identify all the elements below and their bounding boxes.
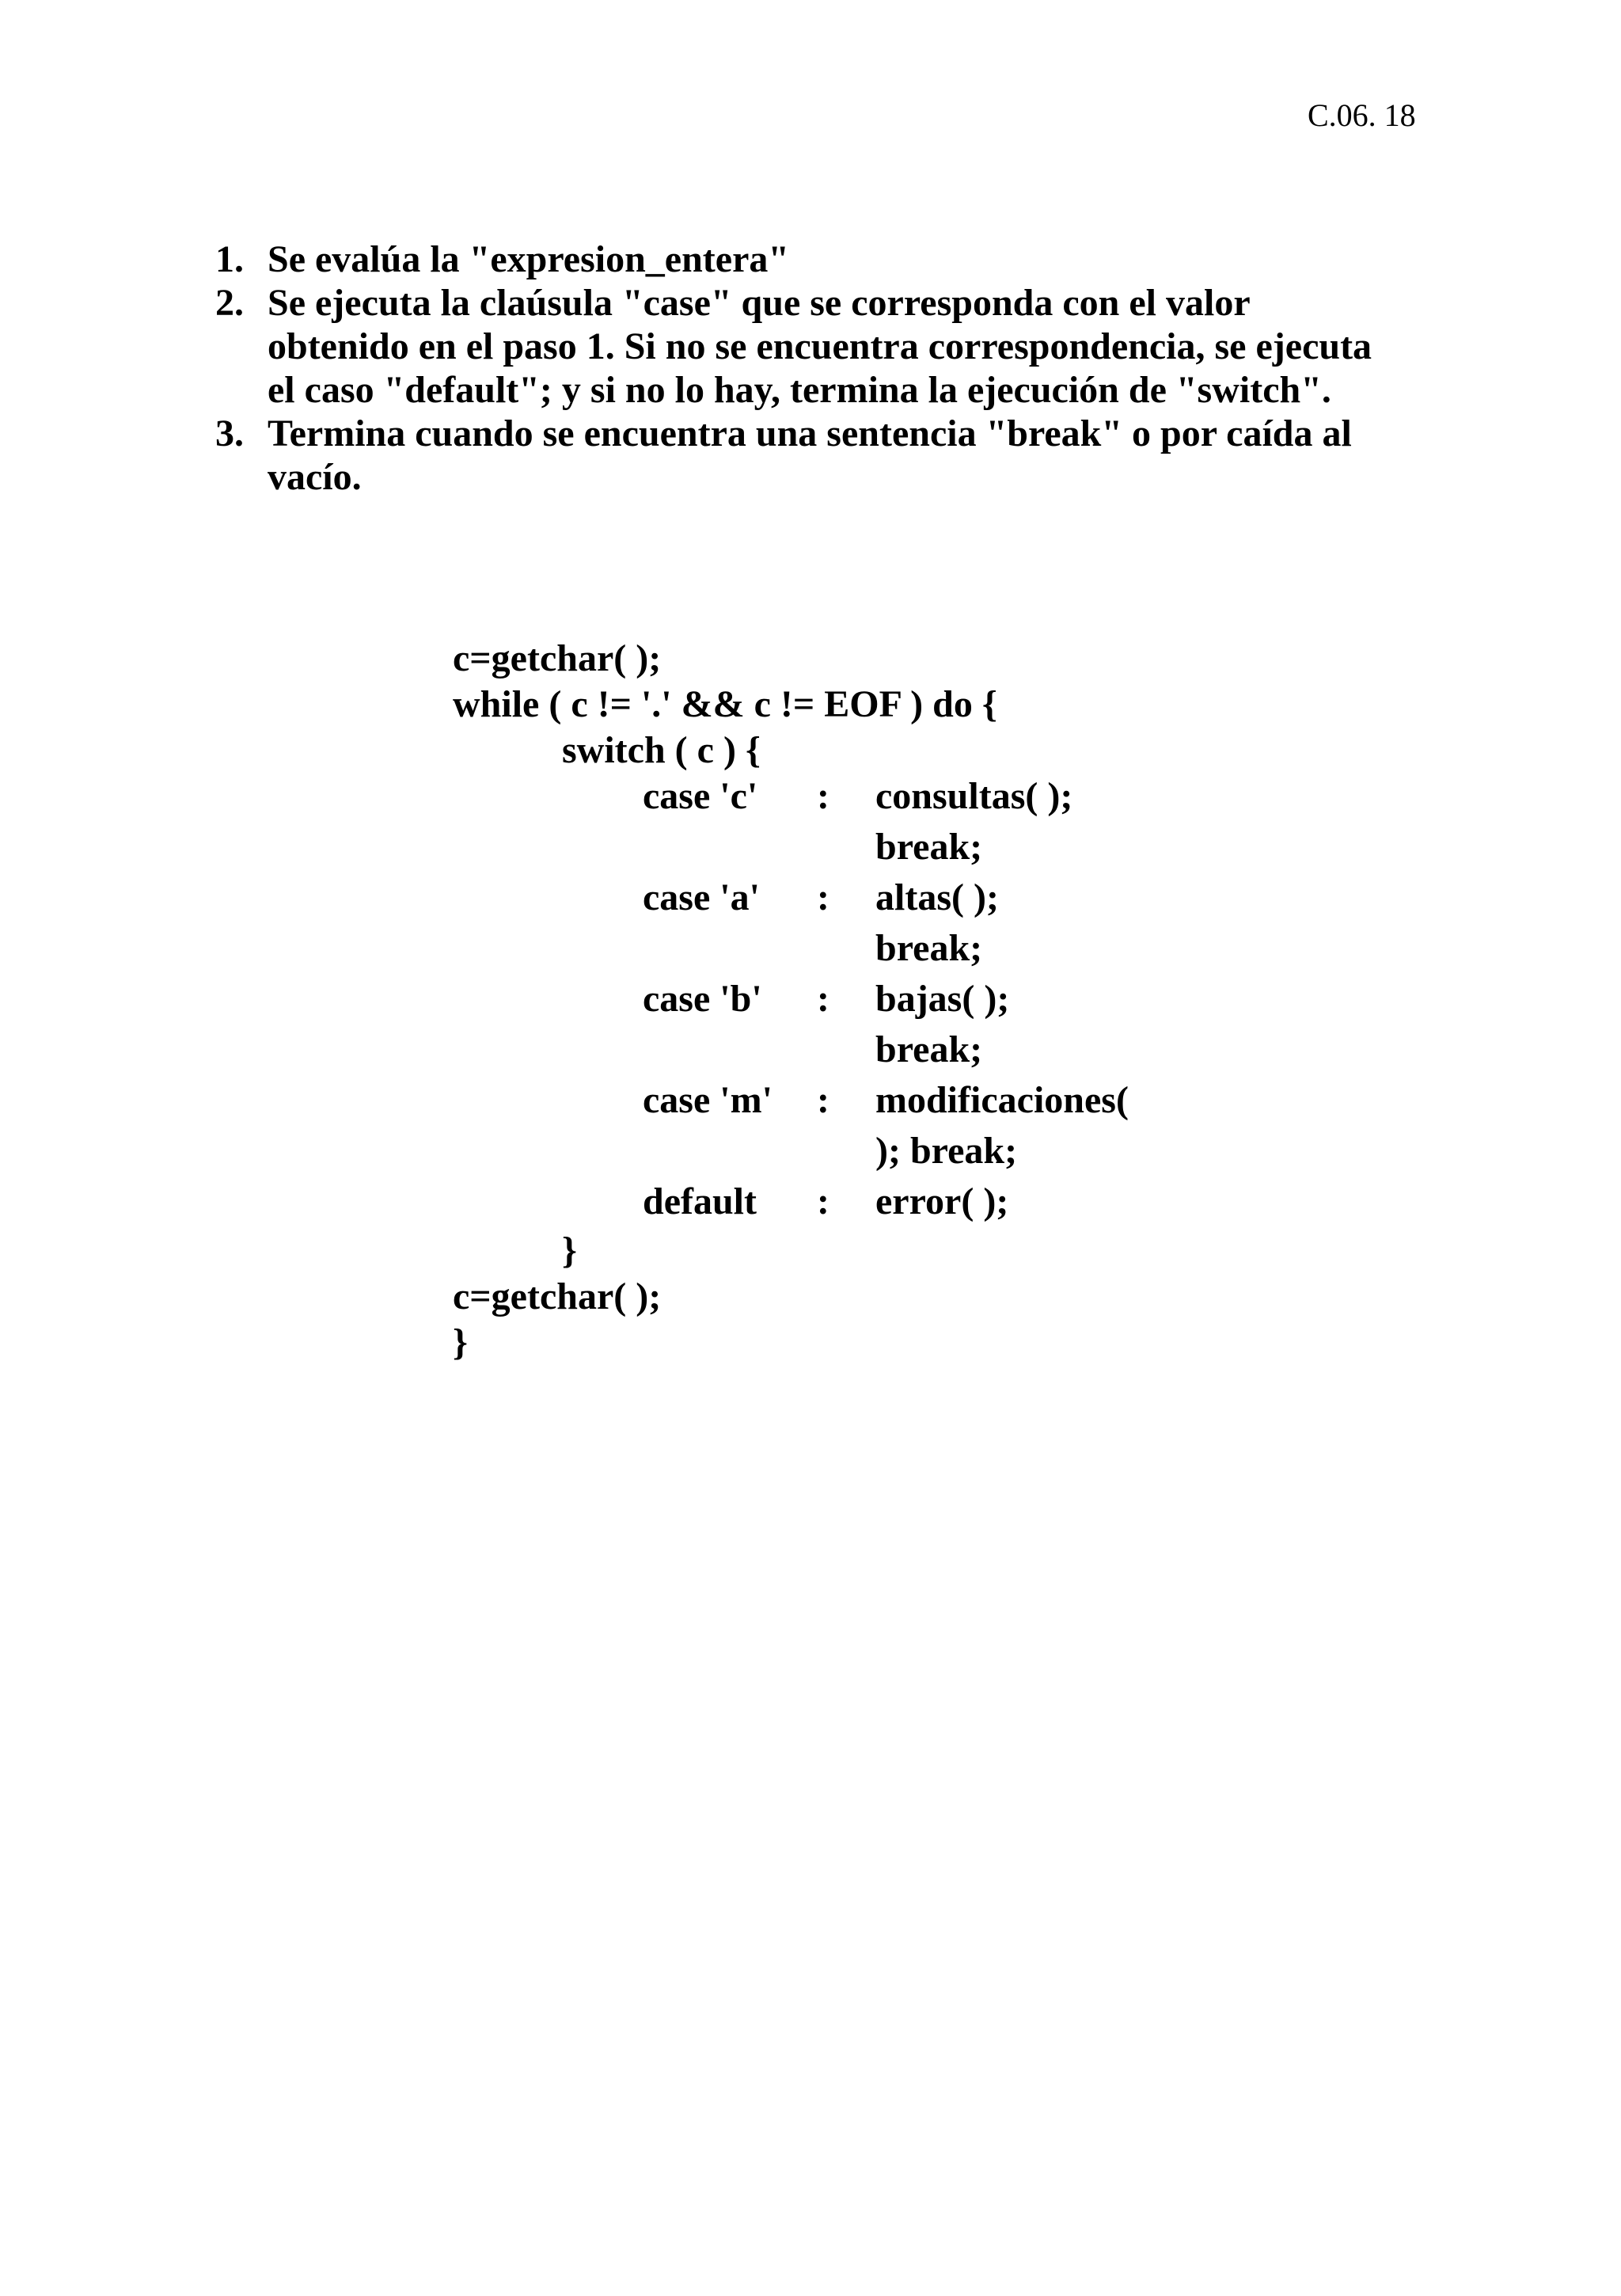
case-label: case 'b' bbox=[643, 978, 762, 1020]
default-separator: : bbox=[817, 1180, 829, 1222]
code-close-while: } bbox=[453, 1321, 468, 1363]
case-break: ); break; bbox=[875, 1130, 1018, 1172]
step-text: Termina cuando se encuentra una sentencia "break" o por caída al bbox=[268, 412, 1352, 454]
step-text: obtenido en el paso 1. Si no se encuentra correspondencia, se ejecuta bbox=[268, 325, 1372, 367]
step-text: el caso "default"; y si no lo hay, termina la ejecución de "switch". bbox=[268, 369, 1331, 411]
case-statement: modificaciones( bbox=[875, 1079, 1129, 1121]
case-statement: bajas( ); bbox=[875, 978, 1010, 1020]
code-close-switch: } bbox=[562, 1230, 577, 1272]
code-line-switch: switch ( c ) { bbox=[562, 729, 761, 771]
case-separator: : bbox=[817, 978, 829, 1020]
code-line-getchar-2: c=getchar( ); bbox=[453, 1275, 662, 1317]
step-number: 3. bbox=[215, 412, 244, 454]
step-text: vacío. bbox=[268, 456, 362, 498]
case-separator: : bbox=[817, 876, 829, 918]
page-number: C.06. 18 bbox=[1308, 97, 1416, 133]
case-label: case 'm' bbox=[643, 1079, 773, 1121]
default-statement: error( ); bbox=[875, 1180, 1009, 1222]
code-line-getchar: c=getchar( ); bbox=[453, 637, 662, 679]
case-label: case 'c' bbox=[643, 775, 758, 817]
case-break: break; bbox=[875, 1028, 983, 1070]
case-statement: consultas( ); bbox=[875, 775, 1073, 817]
step-number: 1. bbox=[215, 238, 244, 280]
case-label: case 'a' bbox=[643, 876, 760, 918]
step-number: 2. bbox=[215, 282, 244, 324]
default-label: default bbox=[643, 1180, 757, 1222]
step-text: Se ejecuta la claúsula "case" que se corresponda con el valor bbox=[268, 282, 1251, 324]
case-break: break; bbox=[875, 927, 983, 969]
case-break: break; bbox=[875, 826, 983, 868]
case-statement: altas( ); bbox=[875, 876, 999, 918]
step-text: Se evalúa la "expresion_entera" bbox=[268, 238, 790, 280]
code-line-while: while ( c != '.' && c != EOF ) do { bbox=[453, 683, 997, 725]
case-separator: : bbox=[817, 1079, 829, 1121]
case-separator: : bbox=[817, 775, 829, 817]
